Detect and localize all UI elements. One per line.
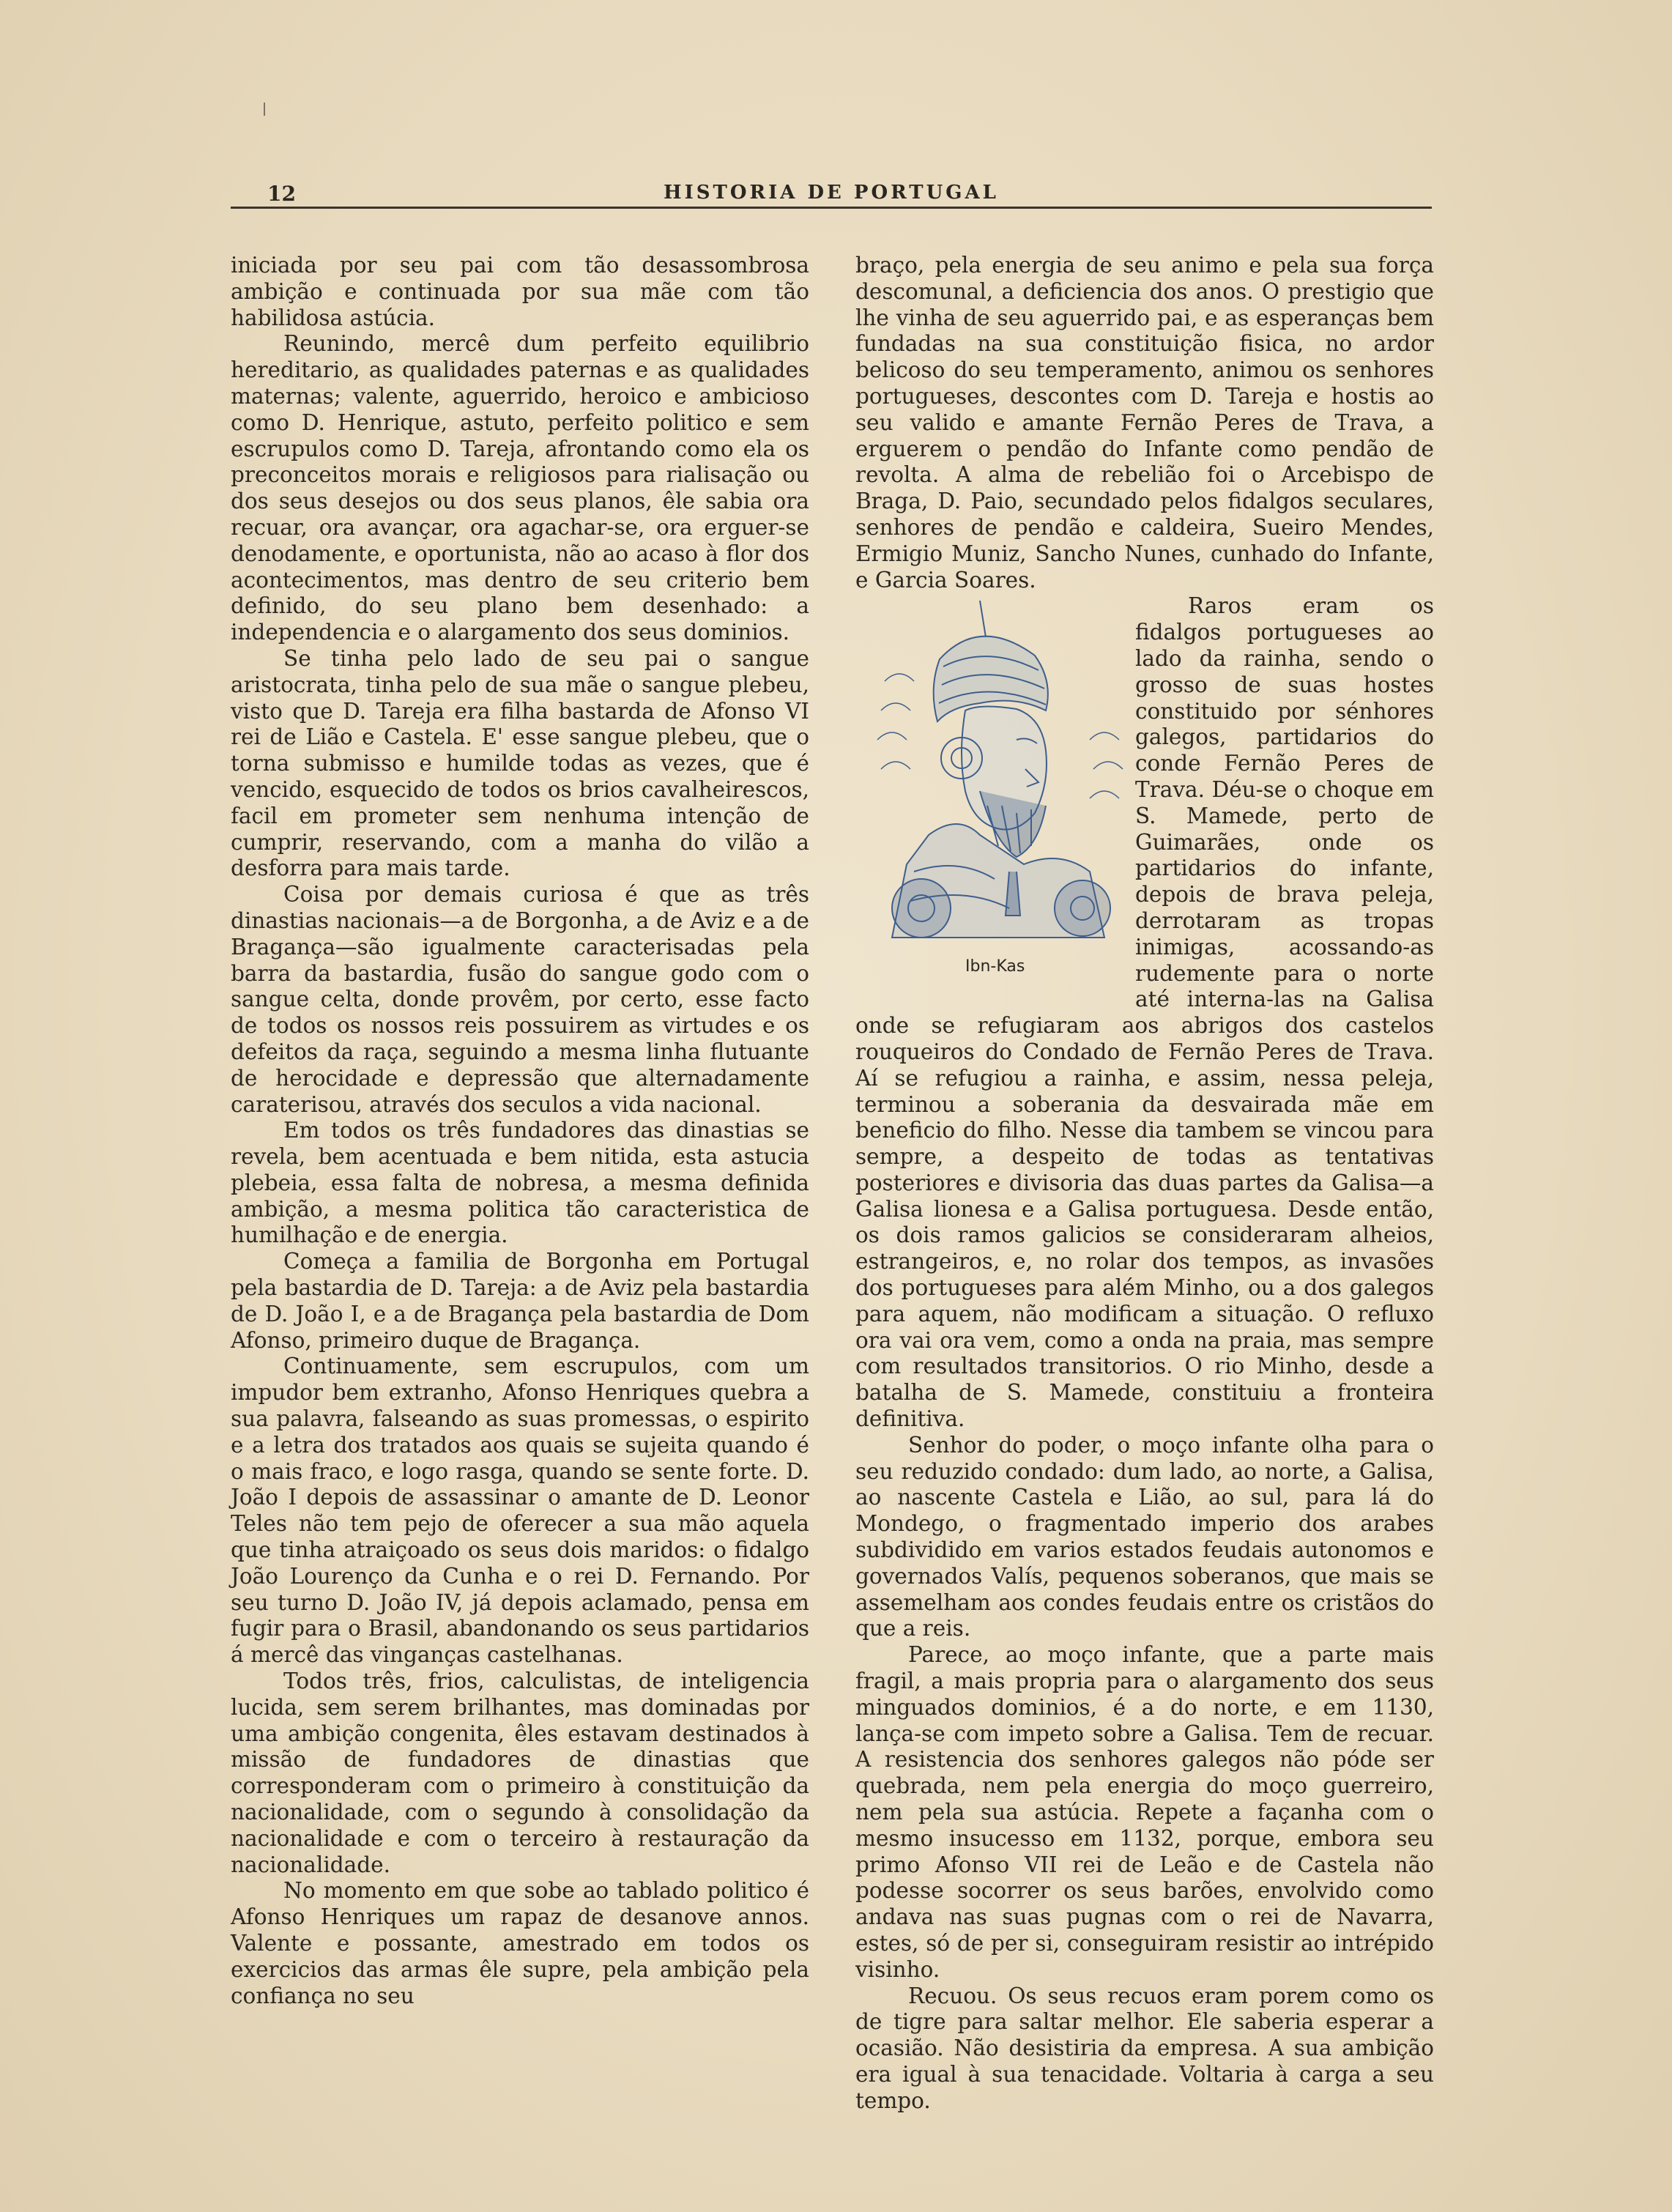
paragraph: Raros eram os fidalgos portugueses ao lado da rainha, sendo o grosso de suas hostes constituido por sénhores galegos, partidarios do conde Fernão Peres de Trava. Déu-se o choque em S. Mamede, perto de Guimarães, onde os partidarios do infante, depois de brava peleja, derrotaram as tropas inimigas, acossando-as rudemente para o norte até interna-las na Galisa onde se refugiaram aos abrigos dos castelos rouqueiros do Condado de Fernão Peres de Trava. Aí se refugiou a rainha, e assim, nessa peleja, terminou a soberania da desvairada mãe em beneficio do filho. Nesse dia tambem se vincou para sempre, a despeito de todas as tentativas posteriores e divisoria das duas partes da Galisa—a Galisa lionesa e a Galisa portuguesa. Desde então, os dois ramos galicios se consideraram alheios, estrangeiros, e, no rolar dos tempos, as invasões dos portugueses para além Minho, ou a dos galegos para aquem, não modificam a situação. O refluxo ora vai ora vem, como a onda na praia, mas sempre com resultados transitorios. O rio Minho, desde a batalha de S. Mamede, constituiu a fronteira definitiva.	[855, 593, 1434, 1432]
ink-mark	[264, 103, 272, 116]
paragraph: Todos três, frios, calculistas, de inteligencia lucida, sem serem brilhantes, mas dominadas por uma ambição congenita, êles estavam destinados à missão de fundadores de dinastias que corresponderam com o primeiro à constituição da nacionalidade, com o segundo à consolidação da nacionalidade e com o terceiro à restauração da nacionalidade.	[231, 1669, 809, 1877]
paragraph: Recuou. Os seus recuos eram porem como os de tigre para saltar melhor. Ele saberia esperar a ocasião. Não desistiria da empresa. A sua ambição era igual à sua tenacidade. Voltaria à carga a seu tempo.	[855, 1983, 1434, 2113]
illustration	[855, 593, 1126, 989]
paragraph: Se tinha pelo lado de seu pai o sangue aristocrata, tinha pelo de sua mãe o sangue plebeu, visto que D. Tareja era filha bastarda de Afonso VI rei de Lião e Castela. E' esse sangue plebeu, que o torna submisso e humilde todas as vezes, que é vencido, esquecido de todos os brios cavalheirescos, facil em prometer sem nenhuma intenção de cumprir, reservando, com a manha do vilão a desforra para mais tarde.	[231, 645, 809, 881]
page-number: 12	[267, 182, 296, 206]
paragraph: Começa a familia de Borgonha em Portugal pela bastardia de D. Tareja: a de Aviz pela bastardia de D. João I, e a de Bragança pela bastardia de Dom Afonso, primeiro duque de Bragança.	[231, 1249, 809, 1353]
paragraph: No momento em que sobe ao tablado politico é Afonso Henriques um rapaz de desanove annos. Valente e possante, amestrado em todos os exercicios das armas êle supre, pela ambição pela confiança no seu	[231, 1878, 809, 2008]
paragraph: Senhor do poder, o moço infante olha para o seu reduzido condado: dum lado, ao norte, a Galisa, ao nascente Castela e Lião, ao sul, para lá do Mondego, o fragmentado imperio dos arabes subdividido em varios estados feudais autonomos e governados Valís, pequenos soberanos, que mais se assemelham aos condes feudais entre os cristãos do que a reis.	[855, 1432, 1434, 1641]
left-column	[231, 253, 809, 2009]
paragraph: Em todos os três fundadores das dinastias se revela, bem acentuada e bem nitida, esta astucia plebeia, essa falta de nobresa, a mesma definida ambição, a mesma politica tão caracteristica de humilhação e de energia.	[231, 1118, 809, 1248]
paragraph: Coisa por demais curiosa é que as três dinastias nacionais—a de Borgonha, a de Aviz e a de Bragança—são igualmente caracterisadas pela barra da bastardia, fusão do sangue godo com o sangue celta, donde provêm, por certo, esse facto de todos os nossos reis possuirem as virtudes e os defeitos da raça, seguindo a mesma linha flutuante de herocidade e depressão que alternadamente caraterisou, através dos seculos a vida nacional.	[231, 882, 809, 1117]
paragraph: Parece, ao moço infante, que a parte mais fragil, a mais propria para o alargamento dos seus minguados dominios, é a do norte, e em 1130, lança-se com impeto sobre a Galisa. Tem de recuar. A resistencia dos senhores galegos não póde ser quebrada, nem pela energia do moço guerreiro, nem pela sua astúcia. Repete a façanha com o mesmo insucesso em 1132, porque, embora seu primo Afonso VII rei de Leão e de Castela não podesse socorrer os seus barões, envolvido como andava nas suas pugnas com o rei de Navarra, estes, só de per si, conseguiram resistir ao intrépido visinho.	[855, 1642, 1434, 1982]
paragraph: iniciada por seu pai com tão desassombrosa ambição e continuada por sua mãe com tão habilidosa astúcia.	[231, 253, 809, 330]
running-title: HISTORIA DE PORTUGAL	[664, 182, 999, 204]
paragraph: braço, pela energia de seu animo e pela sua força descomunal, a deficiencia dos anos. O prestigio que lhe vinha de seu aguerrido pai, e as esperanças bem fundadas na sua constituição fisica, no ardor belicoso do seu temperamento, animou os senhores portugueses, descontes com D. Tareja e hostis ao seu valido e amante Fernão Peres de Trava, a erguerem o pendão do Infante como pendão de revolta. A alma de rebelião foi o Arcebispo de Braga, D. Paio, secundado pelos fidalgos seculares, senhores de pendão e caldeira, Sueiro Mendes, Ermigio Muniz, Sancho Nunes, cunhado do Infante, e Garcia Soares.	[855, 253, 1434, 593]
paragraph: Continuamente, sem escrupulos, com um impudor bem extranho, Afonso Henriques quebra a sua palavra, falseando as suas promessas, o espirito e a letra dos tratados aos quais se sujeita quando é o mais fraco, e logo rasga, quando se sente forte. D. João I depois de assassinar o amante de D. Leonor Teles não tem pejo de oferecer a sua mão aquela que tinha atraiçoado os seus dois maridos: o fidalgo João Lourenço da Cunha e o rei D. Fernando. Por seu turno D. João IV, já depois aclamado, pensa em fugir para o Brasil, abandonando os seus partidarios á mercê das vinganças castelhanas.	[231, 1354, 809, 1668]
paragraph: Reunindo, mercê dum perfeito equilibrio hereditario, as qualidades paternas e as qualidades maternas; valente, aguerrido, heroico e ambicioso como D. Henrique, astuto, perfeito politico e sem escrupulos como D. Tareja, afrontando como ela os preconceitos morais e religiosos para rialisação ou dos seus desejos ou dos seus planos, êle sabia ora recuar, ora avançar, ora agachar-se, ora erguer-se denodamente, e oportunista, não ao acaso à flor dos acontecimentos, mas dentro de seu criterio bem definido, do seu plano bem desenhado: a independencia e o alargamento dos seus dominios.	[231, 331, 809, 645]
engraved-portrait-icon	[870, 593, 1126, 945]
illustration-caption: Ibn-Kas	[965, 957, 1025, 976]
right-column	[855, 253, 1434, 2115]
page-header	[231, 182, 1432, 209]
